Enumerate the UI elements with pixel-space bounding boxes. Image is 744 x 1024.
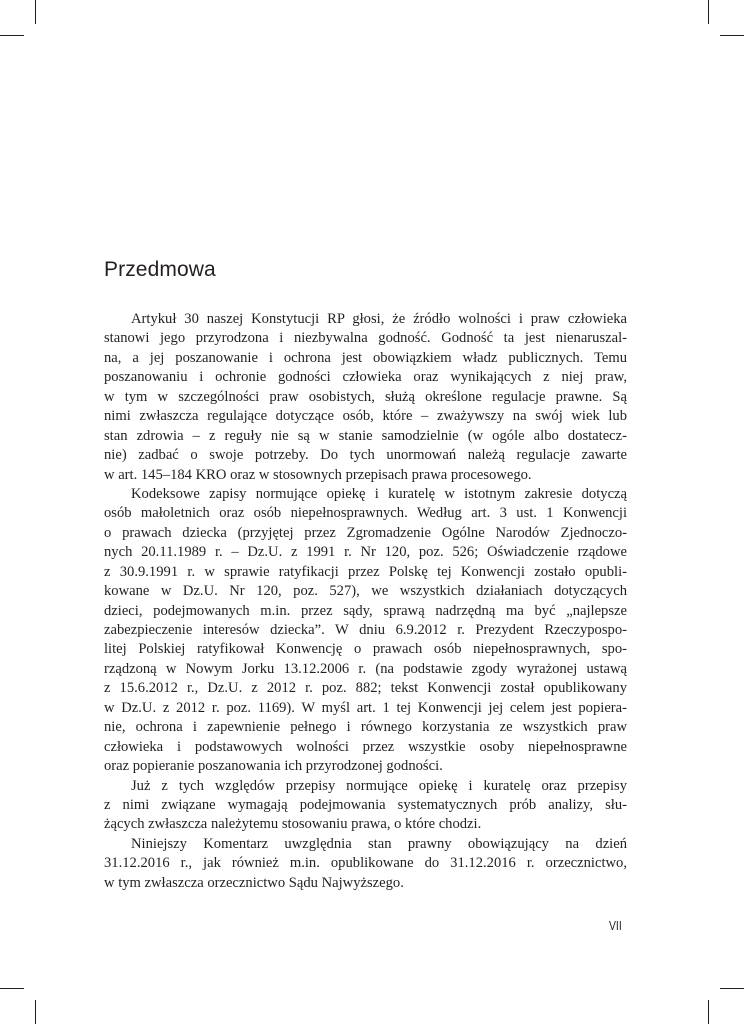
crop-mark [708, 1000, 709, 1024]
crop-mark [708, 0, 709, 24]
crop-mark [0, 988, 24, 989]
text-line: w Dz.U. z 2012 r. poz. 1169). W myśl art. 1 tej Konwencji jej celem jest popiera- [104, 699, 627, 716]
text-line: z nimi związane wymagają podejmowania systematycznych prób analizy, słu- [104, 796, 627, 813]
text-line: Już z tych względów przepisy normujące opiekę i kuratelę oraz przepisy [131, 777, 627, 794]
text-line: w tym w szczególności praw osobistych, służą określone regulacje prawne. Są [104, 388, 627, 405]
crop-mark [720, 988, 744, 989]
text-line: dzieci, podejmowanych m.in. przez sądy, sprawą nadrzędną ma być „najlepsze [104, 602, 627, 619]
text-line: nimi zwłaszcza regulające dotyczące osób, które – zważywszy na swój wiek lub [104, 408, 627, 425]
text-line: w art. 145–184 KRO oraz w stosownych przepisach prawa procesowego. [104, 466, 532, 483]
text-line: w tym zwłaszcza orzecznictwo Sądu Najwyższego. [104, 874, 404, 891]
text-line: oraz popieranie poszanowania ich przyrodzonej godności. [104, 758, 443, 775]
text-line: 31.12.2016 r., jak również m.in. opublikowane do 31.12.2016 r. orzecznictwo, [104, 855, 627, 872]
text-line: stan zdrowia – z reguły nie są w stanie samodzielnie (w ogóle albo dostatecz- [104, 427, 627, 444]
text-line: z 15.6.2012 r., Dz.U. z 2012 r. poz. 882; tekst Konwencji został opublikowany [104, 680, 627, 697]
crop-mark [720, 35, 744, 36]
text-line: nie) zadbać o swoje potrzeby. Do tych unormowań należą regulacje zawarte [104, 447, 627, 464]
text-line: rządzoną w Nowym Jorku 13.12.2006 r. (na podstawie zgody wyrażonej ustawą [104, 660, 627, 677]
page-title: Przedmowa [104, 258, 216, 281]
text-line: Artykuł 30 naszej Konstytucji RP głosi, że źródło wolności i praw człowieka [131, 311, 627, 327]
text-line: z 30.9.1991 r. w sprawie ratyfikacji przez Polskę tej Konwencji zostało opubli- [104, 563, 627, 580]
text-line: litej Polskiej ratyfikował Konwencję o prawach osób niepełnosprawnych, spo- [104, 641, 627, 658]
text-line: na, a jej poszanowanie i ochrona jest obowiązkiem władz publicznych. Temu [104, 349, 627, 366]
text-line: osób małoletnich oraz osób niepełnosprawnych. Według art. 3 ust. 1 Konwencji [104, 505, 627, 522]
text-line: żących zwłaszcza należytemu stosowaniu prawa, o które chodzi. [104, 816, 482, 833]
crop-mark [35, 0, 36, 24]
text-line: nych 20.11.1989 r. – Dz.U. z 1991 r. Nr 120, poz. 526; Oświadczenie rządowe [104, 544, 627, 561]
text-line: o prawach dziecka (przyjętej przez Zgromadzenie Ogólne Narodów Zjednoczo- [104, 524, 627, 541]
crop-mark [35, 1000, 36, 1024]
text-line: Kodeksowe zapisy normujące opiekę i kuratelę w istotnym zakresie dotyczą [131, 485, 627, 502]
text-line: Niniejszy Komentarz uwzględnia stan prawny obowiązujący na dzień [131, 835, 627, 852]
page-number: VII [609, 918, 622, 933]
crop-mark [0, 35, 24, 36]
text-line: stanowi jego przyrodzona i niezbywalna godność. Godność ta jest nienaruszal- [104, 330, 627, 347]
preface-body [104, 310, 627, 893]
text-line: zabezpieczenie interesów dziecka”. W dniu 6.9.2012 r. Prezydent Rzeczypospo- [104, 622, 627, 638]
text-line: człowieka i podstawowych wolności przez wszystkie osoby niepełnosprawne [104, 738, 627, 755]
text-line: poszanowaniu i ochronie godności człowieka oraz wynikających z niej praw, [104, 369, 627, 386]
text-line: nie, ochrona i zapewnienie pełnego i równego korzystania ze wszystkich praw [104, 719, 627, 736]
text-line: kowane w Dz.U. Nr 120, poz. 527), we wszystkich działaniach dotyczących [104, 583, 627, 600]
